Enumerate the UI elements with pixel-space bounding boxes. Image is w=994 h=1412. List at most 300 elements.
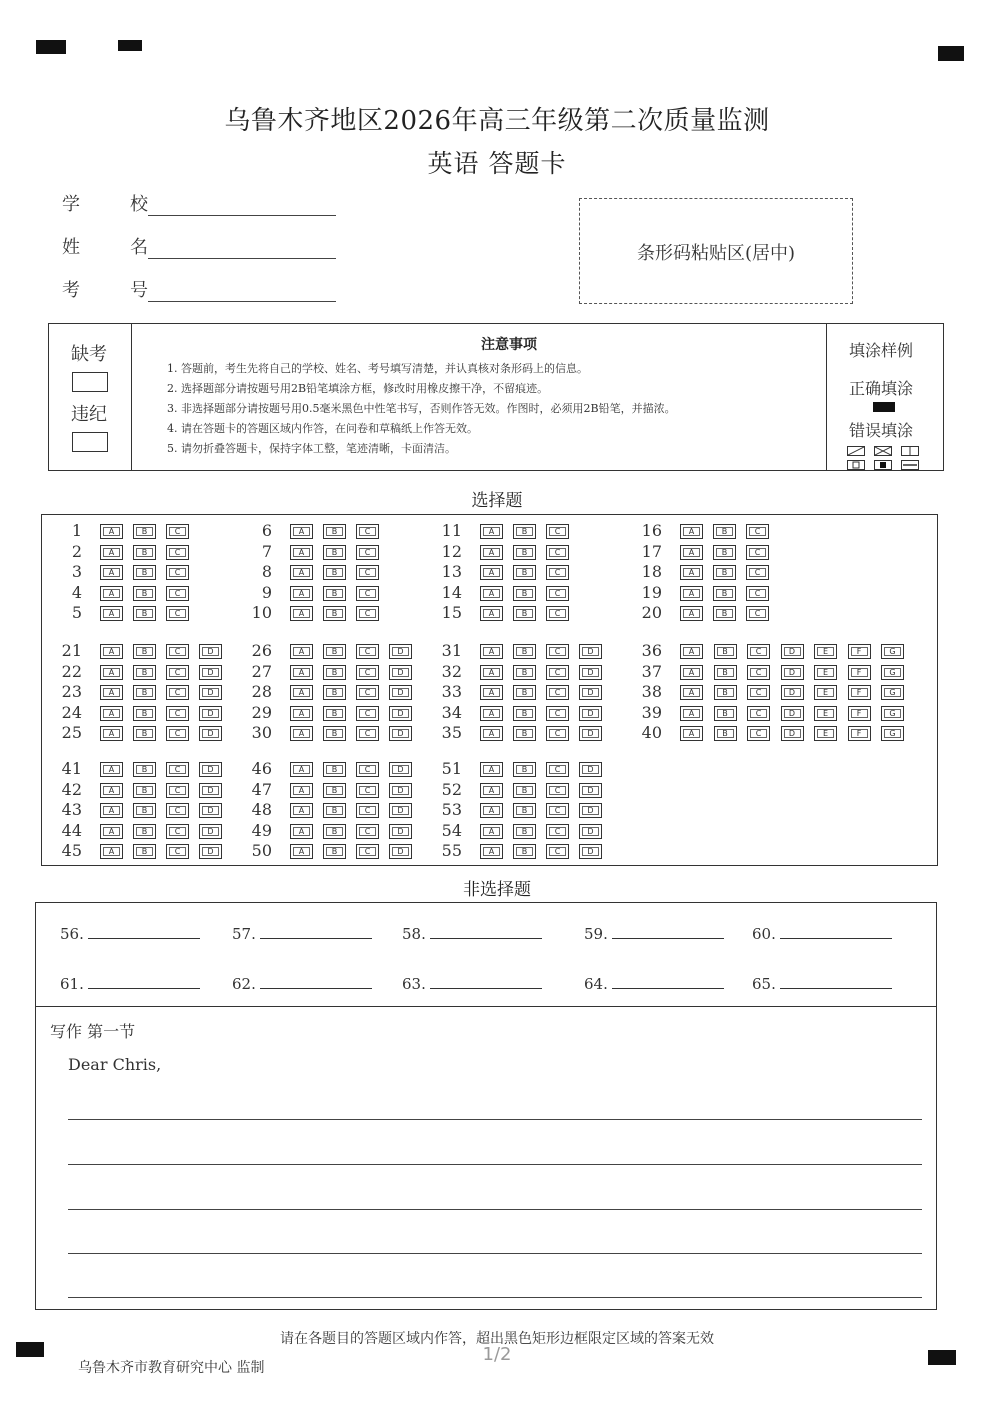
option-bubble-40-b[interactable]: B — [714, 726, 737, 741]
option-bubble-29-a[interactable]: A — [290, 706, 313, 721]
option-bubble-48-c[interactable]: C — [356, 803, 379, 818]
fill-example-title: 填涂样例 — [849, 341, 914, 360]
option-bubble-20-a[interactable]: A — [680, 606, 703, 621]
option-bubble-36-e[interactable]: E — [814, 644, 837, 659]
fill-blank-item — [752, 975, 892, 993]
option-bubble-51-c[interactable]: C — [546, 762, 569, 777]
writing-line[interactable] — [68, 1253, 922, 1254]
option-bubble-22-d[interactable]: D — [199, 665, 222, 680]
option-bubble-43-b[interactable]: B — [133, 803, 156, 818]
barcode-area — [579, 198, 853, 304]
question-number: 46 — [251, 759, 272, 778]
option-bubble-52-d[interactable]: D — [579, 783, 602, 798]
footer-organizer: 乌鲁木齐市教育研究中心 监制 — [78, 1360, 265, 1376]
option-bubble-38-b[interactable]: B — [714, 685, 737, 700]
option-bubble-37-b[interactable]: B — [714, 665, 737, 680]
option-bubble-44-b[interactable]: B — [133, 824, 156, 839]
option-bubble-34-a[interactable]: A — [480, 706, 503, 721]
fill-blank-number: 56. — [60, 925, 84, 943]
option-bubble-53-a[interactable]: A — [480, 803, 503, 818]
option-bubble-6-b[interactable]: B — [323, 524, 346, 539]
option-bubble-39-e[interactable]: E — [814, 706, 837, 721]
option-bubble-30-b[interactable]: B — [323, 726, 346, 741]
option-bubble-11-b[interactable]: B — [513, 524, 536, 539]
option-bubble-17-c[interactable]: C — [746, 545, 769, 560]
option-bubble-45-a[interactable]: A — [100, 844, 123, 859]
question-number: 24 — [61, 702, 82, 722]
option-bubble-53-c[interactable]: C — [546, 803, 569, 818]
question-number: 13 — [441, 562, 462, 581]
option-bubble-21-b[interactable]: B — [133, 644, 156, 659]
option-bubble-16-a[interactable]: A — [680, 524, 703, 539]
question-number: 16 — [641, 521, 662, 540]
option-bubble-42-b[interactable]: B — [133, 783, 156, 798]
option-bubble-25-d[interactable]: D — [199, 726, 222, 741]
option-bubble-42-c[interactable]: C — [166, 783, 189, 798]
fill-blank-line[interactable] — [260, 976, 372, 989]
option-bubble-55-b[interactable]: B — [513, 844, 536, 859]
option-bubble-32-d[interactable]: D — [579, 665, 602, 680]
option-bubble-32-c[interactable]: C — [546, 665, 569, 680]
question-number: 17 — [641, 541, 662, 561]
writing-line[interactable] — [68, 1209, 922, 1210]
notice-item-4: 4. 请在答题卡的答题区域内作答，在问卷和草稿纸上作答无效。 — [167, 422, 478, 435]
exam-number-label-2: 号 — [130, 280, 148, 301]
option-bubble-23-d[interactable]: D — [199, 685, 222, 700]
option-bubble-46-b[interactable]: B — [323, 762, 346, 777]
question-number: 34 — [441, 702, 462, 722]
option-bubble-30-d[interactable]: D — [389, 726, 412, 741]
writing-line[interactable] — [68, 1297, 922, 1298]
option-bubble-4-c[interactable]: C — [166, 586, 189, 601]
option-bubble-45-d[interactable]: D — [199, 844, 222, 859]
absent-checkbox[interactable] — [72, 372, 108, 392]
fill-blank-line[interactable] — [88, 926, 200, 939]
option-bubble-15-b[interactable]: B — [513, 606, 536, 621]
option-bubble-44-d[interactable]: D — [199, 824, 222, 839]
option-bubble-50-d[interactable]: D — [389, 844, 412, 859]
option-bubble-37-g[interactable]: G — [881, 665, 904, 680]
option-bubble-22-c[interactable]: C — [166, 665, 189, 680]
option-bubble-5-a[interactable]: A — [100, 606, 123, 621]
fill-blank-line[interactable] — [780, 976, 892, 989]
page-subtitle: 英语 答题卡 — [427, 149, 567, 178]
option-bubble-46-a[interactable]: A — [290, 762, 313, 777]
option-bubble-9-a[interactable]: A — [290, 586, 313, 601]
option-bubble-55-a[interactable]: A — [480, 844, 503, 859]
question-number: 42 — [61, 779, 82, 799]
option-bubble-18-c[interactable]: C — [746, 565, 769, 580]
option-bubble-21-a[interactable]: A — [100, 644, 123, 659]
question-number: 28 — [251, 682, 272, 701]
option-bubble-48-a[interactable]: A — [290, 803, 313, 818]
name-input-line[interactable] — [148, 240, 336, 259]
option-bubble-40-f[interactable]: F — [848, 726, 871, 741]
wrong-fill-partial-icon — [847, 460, 865, 470]
option-bubble-19-c[interactable]: C — [746, 586, 769, 601]
writing-section-label: 写作 第一节 — [50, 1022, 136, 1041]
option-bubble-28-a[interactable]: A — [290, 685, 313, 700]
option-bubble-5-c[interactable]: C — [166, 606, 189, 621]
option-bubble-44-c[interactable]: C — [166, 824, 189, 839]
option-bubble-14-b[interactable]: B — [513, 586, 536, 601]
option-bubble-54-c[interactable]: C — [546, 824, 569, 839]
option-bubble-19-b[interactable]: B — [713, 586, 736, 601]
option-bubble-20-c[interactable]: C — [746, 606, 769, 621]
option-bubble-48-d[interactable]: D — [389, 803, 412, 818]
question-number: 47 — [251, 779, 272, 799]
option-bubble-36-c[interactable]: C — [747, 644, 770, 659]
option-bubble-52-a[interactable]: A — [480, 783, 503, 798]
option-bubble-42-a[interactable]: A — [100, 783, 123, 798]
notice-title: 注意事项 — [481, 337, 537, 353]
fill-blank-number: 59. — [584, 925, 608, 943]
option-bubble-1-b[interactable]: B — [133, 524, 156, 539]
option-bubble-7-b[interactable]: B — [323, 545, 346, 560]
option-bubble-24-b[interactable]: B — [133, 706, 156, 721]
question-number: 15 — [441, 603, 462, 622]
option-bubble-33-b[interactable]: B — [513, 685, 536, 700]
option-bubble-29-b[interactable]: B — [323, 706, 346, 721]
fill-blank-item — [402, 925, 542, 943]
fill-blank-line[interactable] — [612, 926, 724, 939]
question-number: 14 — [441, 582, 462, 602]
option-bubble-12-b[interactable]: B — [513, 545, 536, 560]
option-bubble-43-c[interactable]: C — [166, 803, 189, 818]
question-number: 33 — [441, 682, 462, 701]
option-bubble-35-d[interactable]: D — [579, 726, 602, 741]
option-bubble-27-a[interactable]: A — [290, 665, 313, 680]
option-bubble-39-c[interactable]: C — [747, 706, 770, 721]
option-bubble-38-d[interactable]: D — [781, 685, 804, 700]
option-bubble-19-a[interactable]: A — [680, 586, 703, 601]
option-bubble-38-e[interactable]: E — [814, 685, 837, 700]
option-bubble-18-a[interactable]: A — [680, 565, 703, 580]
fill-blank-item — [232, 975, 372, 993]
option-bubble-40-e[interactable]: E — [814, 726, 837, 741]
option-bubble-45-b[interactable]: B — [133, 844, 156, 859]
correct-fill-label: 正确填涂 — [849, 379, 914, 398]
option-bubble-28-d[interactable]: D — [389, 685, 412, 700]
option-bubble-40-c[interactable]: C — [747, 726, 770, 741]
letter-salutation: Dear Chris, — [68, 1055, 162, 1074]
fill-blank-line[interactable] — [88, 976, 200, 989]
option-bubble-39-g[interactable]: G — [881, 706, 904, 721]
option-bubble-1-a[interactable]: A — [100, 524, 123, 539]
option-bubble-30-a[interactable]: A — [290, 726, 313, 741]
option-bubble-5-b[interactable]: B — [133, 606, 156, 621]
option-bubble-34-c[interactable]: C — [546, 706, 569, 721]
option-bubble-14-c[interactable]: C — [546, 586, 569, 601]
question-number: 1 — [71, 521, 82, 540]
option-bubble-52-b[interactable]: B — [513, 783, 536, 798]
option-bubble-26-c[interactable]: C — [356, 644, 379, 659]
option-bubble-12-a[interactable]: A — [480, 545, 503, 560]
option-bubble-30-c[interactable]: C — [356, 726, 379, 741]
option-bubble-32-a[interactable]: A — [480, 665, 503, 680]
option-bubble-4-b[interactable]: B — [133, 586, 156, 601]
option-bubble-24-a[interactable]: A — [100, 706, 123, 721]
option-bubble-31-a[interactable]: A — [480, 644, 503, 659]
option-bubble-38-a[interactable]: A — [680, 685, 703, 700]
option-bubble-49-c[interactable]: C — [356, 824, 379, 839]
fill-blank-line[interactable] — [612, 976, 724, 989]
question-number: 12 — [441, 541, 462, 561]
option-bubble-53-d[interactable]: D — [579, 803, 602, 818]
option-bubble-2-a[interactable]: A — [100, 545, 123, 560]
option-bubble-2-c[interactable]: C — [166, 545, 189, 560]
option-bubble-52-c[interactable]: C — [546, 783, 569, 798]
option-bubble-16-b[interactable]: B — [713, 524, 736, 539]
option-bubble-11-a[interactable]: A — [480, 524, 503, 539]
option-bubble-3-c[interactable]: C — [166, 565, 189, 580]
option-bubble-55-c[interactable]: C — [546, 844, 569, 859]
question-number: 32 — [441, 661, 462, 681]
fill-blank-line[interactable] — [780, 926, 892, 939]
option-bubble-29-c[interactable]: C — [356, 706, 379, 721]
option-bubble-54-a[interactable]: A — [480, 824, 503, 839]
fill-blank-item — [584, 975, 724, 993]
question-number: 20 — [641, 603, 662, 622]
option-bubble-32-b[interactable]: B — [513, 665, 536, 680]
option-bubble-51-d[interactable]: D — [579, 762, 602, 777]
question-number: 37 — [641, 661, 662, 681]
option-bubble-9-c[interactable]: C — [356, 586, 379, 601]
option-bubble-39-b[interactable]: B — [714, 706, 737, 721]
option-bubble-34-d[interactable]: D — [579, 706, 602, 721]
option-bubble-54-d[interactable]: D — [579, 824, 602, 839]
option-bubble-46-d[interactable]: D — [389, 762, 412, 777]
question-number: 53 — [441, 800, 462, 819]
option-bubble-15-a[interactable]: A — [480, 606, 503, 621]
question-number: 30 — [251, 723, 272, 742]
option-bubble-36-f[interactable]: F — [848, 644, 871, 659]
option-bubble-40-a[interactable]: A — [680, 726, 703, 741]
option-bubble-51-b[interactable]: B — [513, 762, 536, 777]
status-column — [49, 324, 132, 470]
option-bubble-38-c[interactable]: C — [747, 685, 770, 700]
option-bubble-40-d[interactable]: D — [781, 726, 804, 741]
question-number: 4 — [71, 582, 82, 602]
option-bubble-23-a[interactable]: A — [100, 685, 123, 700]
option-bubble-10-b[interactable]: B — [323, 606, 346, 621]
option-bubble-41-b[interactable]: B — [133, 762, 156, 777]
option-bubble-3-a[interactable]: A — [100, 565, 123, 580]
notice-item-3: 3. 非选择题部分请按题号用0.5毫米黑色中性笔书写，否则作答无效。作图时，必须用2B铅笔，并描浓。 — [167, 402, 676, 415]
option-bubble-44-a[interactable]: A — [100, 824, 123, 839]
option-bubble-6-c[interactable]: C — [356, 524, 379, 539]
option-bubble-26-d[interactable]: D — [389, 644, 412, 659]
option-bubble-37-e[interactable]: E — [814, 665, 837, 680]
option-bubble-2-b[interactable]: B — [133, 545, 156, 560]
option-bubble-13-b[interactable]: B — [513, 565, 536, 580]
mc-answer-area — [41, 514, 938, 866]
option-bubble-45-c[interactable]: C — [166, 844, 189, 859]
option-bubble-8-a[interactable]: A — [290, 565, 313, 580]
fill-blank-item — [232, 925, 372, 943]
option-bubble-49-d[interactable]: D — [389, 824, 412, 839]
option-bubble-23-b[interactable]: B — [133, 685, 156, 700]
question-number: 23 — [61, 682, 82, 701]
fill-blank-line[interactable] — [260, 926, 372, 939]
option-bubble-33-a[interactable]: A — [480, 685, 503, 700]
option-bubble-31-c[interactable]: C — [546, 644, 569, 659]
option-bubble-46-c[interactable]: C — [356, 762, 379, 777]
notice-item-5: 5. 请勿折叠答题卡，保持字体工整，笔迹清晰，卡面清洁。 — [167, 442, 456, 455]
option-bubble-17-a[interactable]: A — [680, 545, 703, 560]
option-bubble-47-d[interactable]: D — [389, 783, 412, 798]
option-bubble-37-f[interactable]: F — [848, 665, 871, 680]
option-bubble-31-d[interactable]: D — [579, 644, 602, 659]
option-bubble-37-a[interactable]: A — [680, 665, 703, 680]
option-bubble-27-b[interactable]: B — [323, 665, 346, 680]
option-bubble-24-d[interactable]: D — [199, 706, 222, 721]
option-bubble-41-a[interactable]: A — [100, 762, 123, 777]
question-number: 31 — [441, 641, 462, 660]
option-bubble-27-d[interactable]: D — [389, 665, 412, 680]
question-number: 48 — [251, 800, 272, 819]
registration-mark-top-left-1 — [36, 40, 66, 54]
option-bubble-17-b[interactable]: B — [713, 545, 736, 560]
option-bubble-7-c[interactable]: C — [356, 545, 379, 560]
option-bubble-26-b[interactable]: B — [323, 644, 346, 659]
option-bubble-35-c[interactable]: C — [546, 726, 569, 741]
writing-line[interactable] — [68, 1164, 922, 1165]
option-bubble-48-b[interactable]: B — [323, 803, 346, 818]
option-bubble-42-d[interactable]: D — [199, 783, 222, 798]
option-bubble-21-d[interactable]: D — [199, 644, 222, 659]
nonmc-answer-area — [35, 902, 937, 1310]
option-bubble-39-d[interactable]: D — [781, 706, 804, 721]
fill-blank-number: 62. — [232, 975, 256, 993]
option-bubble-26-a[interactable]: A — [290, 644, 313, 659]
option-bubble-54-b[interactable]: B — [513, 824, 536, 839]
wrong-fill-vertical-icon — [901, 446, 919, 456]
option-bubble-50-a[interactable]: A — [290, 844, 313, 859]
option-bubble-43-d[interactable]: D — [199, 803, 222, 818]
option-bubble-1-c[interactable]: C — [166, 524, 189, 539]
question-number: 50 — [251, 841, 272, 860]
option-bubble-50-c[interactable]: C — [356, 844, 379, 859]
notice-item-2: 2. 选择题部分请按题号用2B铅笔填涂方框，修改时用橡皮擦干净，不留痕迹。 — [167, 382, 549, 395]
option-bubble-23-c[interactable]: C — [166, 685, 189, 700]
option-bubble-36-a[interactable]: A — [680, 644, 703, 659]
option-bubble-43-a[interactable]: A — [100, 803, 123, 818]
option-bubble-9-b[interactable]: B — [323, 586, 346, 601]
option-bubble-49-b[interactable]: B — [323, 824, 346, 839]
writing-line[interactable] — [68, 1119, 922, 1120]
school-input-line[interactable] — [148, 197, 336, 216]
option-bubble-21-c[interactable]: C — [166, 644, 189, 659]
registration-mark-top-left-2 — [118, 40, 142, 51]
question-number: 41 — [61, 759, 82, 778]
option-bubble-37-d[interactable]: D — [781, 665, 804, 680]
option-bubble-28-b[interactable]: B — [323, 685, 346, 700]
question-number: 49 — [251, 820, 272, 840]
question-number: 27 — [251, 661, 272, 681]
option-bubble-18-b[interactable]: B — [713, 565, 736, 580]
option-bubble-47-c[interactable]: C — [356, 783, 379, 798]
option-bubble-38-g[interactable]: G — [881, 685, 904, 700]
option-bubble-47-a[interactable]: A — [290, 783, 313, 798]
footer-note: 请在各题目的答题区域内作答，超出黑色矩形边框限定区域的答案无效 — [280, 1331, 714, 1347]
option-bubble-3-b[interactable]: B — [133, 565, 156, 580]
fill-blank-number: 60. — [752, 925, 776, 943]
option-bubble-53-b[interactable]: B — [513, 803, 536, 818]
option-bubble-47-b[interactable]: B — [323, 783, 346, 798]
option-bubble-35-b[interactable]: B — [513, 726, 536, 741]
option-bubble-13-a[interactable]: A — [480, 565, 503, 580]
violation-checkbox[interactable] — [72, 432, 108, 452]
option-bubble-25-a[interactable]: A — [100, 726, 123, 741]
option-bubble-22-a[interactable]: A — [100, 665, 123, 680]
option-bubble-29-d[interactable]: D — [389, 706, 412, 721]
option-bubble-16-c[interactable]: C — [746, 524, 769, 539]
exam-number-input-line[interactable] — [148, 283, 336, 302]
option-bubble-15-c[interactable]: C — [546, 606, 569, 621]
fill-blank-line[interactable] — [430, 926, 542, 939]
fill-blank-line[interactable] — [430, 976, 542, 989]
option-bubble-33-c[interactable]: C — [546, 685, 569, 700]
option-bubble-39-f[interactable]: F — [848, 706, 871, 721]
fill-blank-number: 61. — [60, 975, 84, 993]
fill-blank-number: 63. — [402, 975, 426, 993]
option-bubble-10-a[interactable]: A — [290, 606, 313, 621]
option-bubble-41-d[interactable]: D — [199, 762, 222, 777]
option-bubble-38-f[interactable]: F — [848, 685, 871, 700]
question-number: 38 — [641, 682, 662, 701]
option-bubble-36-g[interactable]: G — [881, 644, 904, 659]
option-bubble-6-a[interactable]: A — [290, 524, 313, 539]
option-bubble-8-c[interactable]: C — [356, 565, 379, 580]
option-bubble-24-c[interactable]: C — [166, 706, 189, 721]
option-bubble-40-g[interactable]: G — [881, 726, 904, 741]
option-bubble-27-c[interactable]: C — [356, 665, 379, 680]
school-label-2: 校 — [130, 194, 148, 215]
option-bubble-55-d[interactable]: D — [579, 844, 602, 859]
question-number: 2 — [71, 541, 82, 561]
option-bubble-36-d[interactable]: D — [781, 644, 804, 659]
option-bubble-11-c[interactable]: C — [546, 524, 569, 539]
option-bubble-34-b[interactable]: B — [513, 706, 536, 721]
option-bubble-12-c[interactable]: C — [546, 545, 569, 560]
option-bubble-22-b[interactable]: B — [133, 665, 156, 680]
option-bubble-10-c[interactable]: C — [356, 606, 379, 621]
option-bubble-7-a[interactable]: A — [290, 545, 313, 560]
option-bubble-13-c[interactable]: C — [546, 565, 569, 580]
option-bubble-41-c[interactable]: C — [166, 762, 189, 777]
option-bubble-14-a[interactable]: A — [480, 586, 503, 601]
question-number: 10 — [251, 603, 272, 622]
option-bubble-8-b[interactable]: B — [323, 565, 346, 580]
option-bubble-36-b[interactable]: B — [714, 644, 737, 659]
option-bubble-28-c[interactable]: C — [356, 685, 379, 700]
question-number: 3 — [71, 562, 82, 581]
option-bubble-37-c[interactable]: C — [747, 665, 770, 680]
option-bubble-20-b[interactable]: B — [713, 606, 736, 621]
option-bubble-4-a[interactable]: A — [100, 586, 123, 601]
option-bubble-31-b[interactable]: B — [513, 644, 536, 659]
option-bubble-49-a[interactable]: A — [290, 824, 313, 839]
correct-fill-sample-icon — [873, 402, 895, 412]
option-bubble-25-b[interactable]: B — [133, 726, 156, 741]
option-bubble-50-b[interactable]: B — [323, 844, 346, 859]
option-bubble-33-d[interactable]: D — [579, 685, 602, 700]
option-bubble-39-a[interactable]: A — [680, 706, 703, 721]
option-bubble-51-a[interactable]: A — [480, 762, 503, 777]
option-bubble-35-a[interactable]: A — [480, 726, 503, 741]
option-bubble-25-c[interactable]: C — [166, 726, 189, 741]
